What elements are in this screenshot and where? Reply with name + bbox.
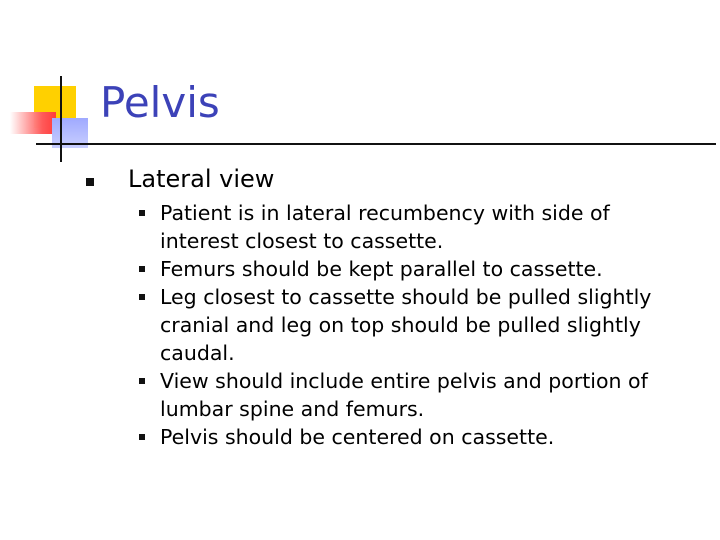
sub-bullet-text: Patient is in lateral recumbency with side of interest closest to cassette. (160, 201, 610, 253)
sub-bullet-text: Pelvis should be centered on cassette. (160, 425, 555, 449)
bullet-square-icon (86, 178, 94, 186)
sub-bullet-text: View should include entire pelvis and portion of lumbar spine and femurs. (160, 369, 648, 421)
sub-bullet-text: Leg closest to cassette should be pulled slightly cranial and leg on top should be pulled slightly caudal. (160, 285, 652, 365)
title-underline (36, 143, 716, 145)
sub-bullet-text: Femurs should be kept parallel to cassette. (160, 257, 603, 281)
list-item (0, 283, 720, 367)
slide-title: Pelvis (100, 78, 220, 127)
bullet-square-icon (139, 294, 145, 300)
sub-bullet-list (0, 199, 720, 451)
list-item (0, 199, 720, 255)
title-decoration-vertical-line (60, 76, 62, 162)
bullet-square-icon (139, 378, 145, 384)
list-item (0, 255, 720, 283)
bullet-square-icon (139, 266, 145, 272)
title-decoration-red-bar (10, 112, 56, 134)
list-item (0, 423, 720, 451)
bullet-square-icon (139, 210, 145, 216)
bullet-square-icon (139, 434, 145, 440)
main-bullet-text: Lateral view (128, 165, 275, 193)
list-item (0, 367, 720, 423)
